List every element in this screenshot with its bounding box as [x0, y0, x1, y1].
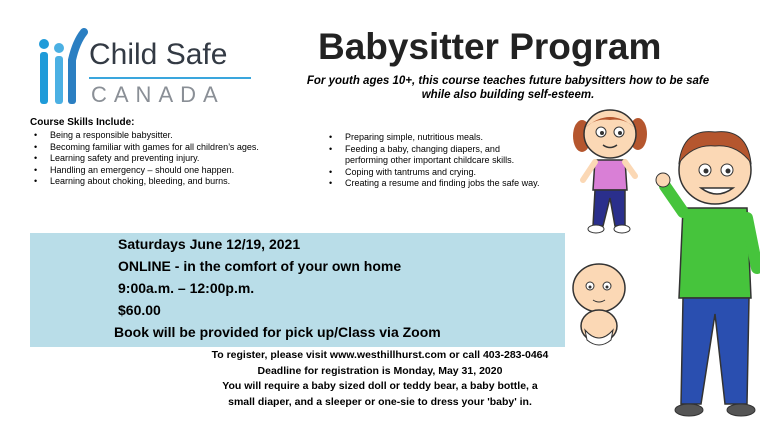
- cartoon-kids-icon: [565, 108, 760, 438]
- list-item: • Handling an emergency – should one happen.: [30, 165, 325, 177]
- cost-value: $60.00: [118, 302, 161, 318]
- time-value: 9:00a.m. – 12:00p.m.: [118, 280, 255, 296]
- requirements-line-2: small diaper, and a sleeper or one-sie to dress your 'baby' in.: [228, 395, 532, 408]
- boy-figure: [656, 132, 757, 416]
- list-item: • Coping with tantrums and crying.: [325, 167, 545, 179]
- list-item: • Creating a resume and finding jobs the safe way.: [325, 178, 545, 190]
- list-item: • Learning safety and preventing injury.: [30, 153, 325, 165]
- subtitle: [288, 74, 728, 102]
- date-value: Saturdays June 12/19, 2021: [118, 236, 301, 252]
- subtitle-line-1: For youth ages 10+, this course teaches future babysitters how to be safe: [306, 75, 710, 87]
- skills-list-left: [30, 130, 325, 188]
- child-figures-icon: [30, 28, 88, 106]
- location-value: ONLINE - in the comfort of your own home: [118, 258, 402, 274]
- registration-notes: [140, 348, 620, 410]
- baby-figure: [573, 264, 625, 345]
- requirements-line-1: You will require a baby sized doll or teddy bear, a baby bottle, a: [222, 380, 538, 392]
- list-item: • Becoming familiar with games for all children’s ages.: [30, 142, 325, 154]
- list-item: • Learning about choking, bleeding, and burns.: [30, 176, 325, 188]
- girl-figure: [573, 110, 647, 233]
- skills-list-right: [325, 132, 545, 190]
- info-value: Book will be provided for pick up/Class via Zoom: [114, 324, 441, 340]
- subtitle-line-2: while also building self-esteem.: [421, 89, 595, 101]
- logo-text-child-safe: Child Safe: [89, 38, 228, 71]
- skills-heading: Course Skills Include:: [30, 117, 135, 128]
- list-item: • Preparing simple, nutritious meals.: [325, 132, 545, 144]
- register-line: To register, please visit www.westhillhurst.com or call 403-283-0464: [211, 349, 549, 361]
- child-safe-canada-logo: [30, 28, 260, 108]
- list-item: • Being a responsible babysitter.: [30, 130, 325, 142]
- logo-text-canada: CANADA: [91, 82, 225, 107]
- list-item: • Feeding a baby, changing diapers, and performing other important childcare skills.: [325, 144, 545, 167]
- class-info-box: [30, 233, 565, 347]
- deadline-line: Deadline for registration is Monday, May 31, 2020: [257, 364, 503, 377]
- logo-divider: [89, 77, 251, 79]
- page-title: Babysitter Program: [318, 26, 662, 67]
